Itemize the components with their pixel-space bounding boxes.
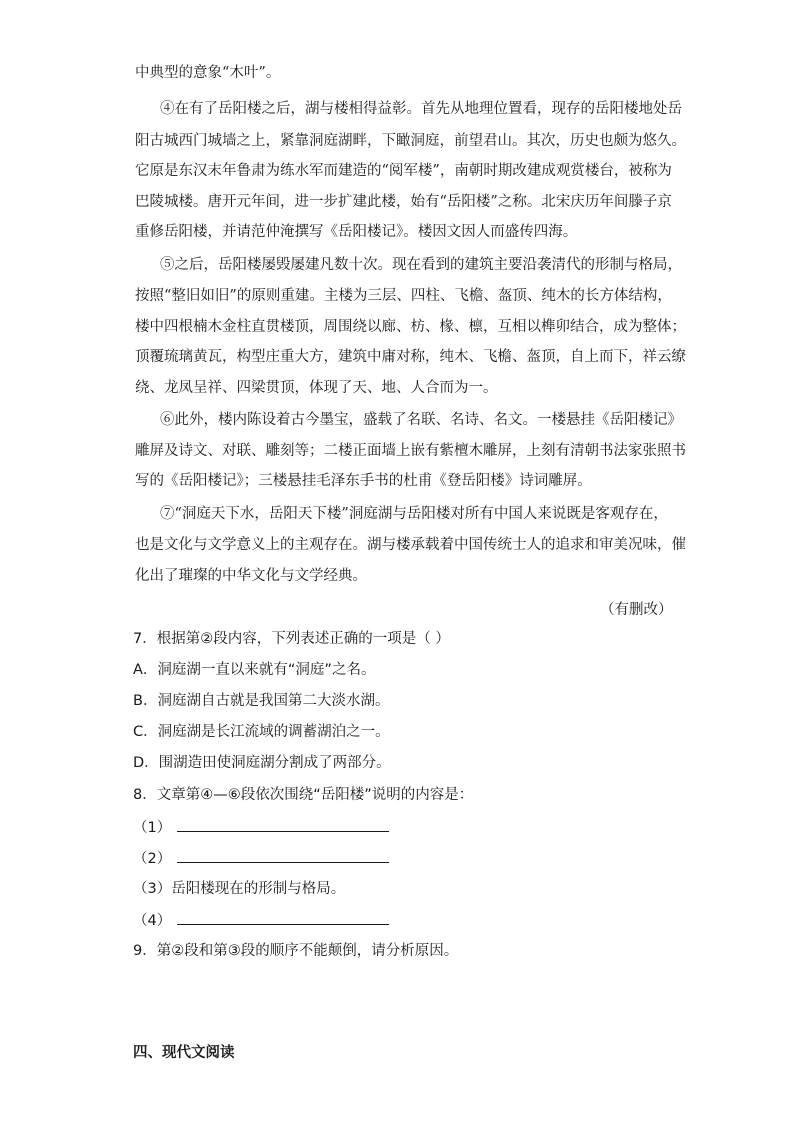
question-7-option-a: A．洞庭湖一直以来就有“洞庭”之名。 — [133, 662, 376, 678]
passage-line: 它原是东汉末年鲁肃为练水军而建造的“阅军楼”，南朝时期改建成观赏楼台，被称为 — [135, 163, 672, 179]
passage-paragraph-4-line: ④在有了岳阳楼之后，湖与楼相得益彰。首先从地理位置看，现存的岳阳楼地处岳 — [160, 101, 682, 117]
answer-blank[interactable] — [177, 910, 389, 925]
passage-line: 绕、龙凤呈祥、四梁贯顶，体现了天、地、人合而为一。 — [135, 380, 498, 396]
passage-paragraph-6-line: ⑥此外，楼内陈设着古今墨宝，盛载了名联、名诗、名文。一楼悬挂《岳阳楼记》 — [160, 412, 682, 428]
passage-line: 化出了璀璨的中华文化与文学经典。 — [135, 568, 367, 584]
question-8-item-1 — [133, 817, 389, 838]
question-8-item-3: （3）岳阳楼现在的形制与格局。 — [133, 881, 346, 897]
question-8-item-2 — [133, 848, 389, 869]
item-number: （4） — [133, 913, 172, 929]
item-number: （2） — [133, 851, 172, 867]
question-7-option-c: C．洞庭湖是长江流域的调蓄湖泊之一。 — [133, 724, 390, 740]
passage-line: 中典型的意象“木叶”。 — [135, 65, 281, 81]
passage-line: 顶覆琉璃黄瓦，构型庄重大方，建筑中庸对称，纯木、飞檐、盔顶，自上而下，祥云缭 — [135, 349, 686, 365]
question-9-stem: 9．第②段和第③段的顺序不能颠倒，请分析原因。 — [133, 943, 459, 959]
passage-line: 雕屏及诗文、对联、雕刻等；二楼正面墙上嵌有紫檀木雕屏，上刻有清朝书法家张照书 — [135, 443, 686, 459]
question-8-item-4 — [133, 910, 389, 931]
answer-blank[interactable] — [177, 817, 389, 832]
section-title: 四、现代文阅读 — [133, 1045, 235, 1061]
question-7-option-d: D．围湖造田使洞庭湖分割成了两部分。 — [133, 755, 391, 771]
passage-paragraph-5-line: ⑤之后，岳阳楼屡毁屡建凡数十次。现在看到的建筑主要沿袭清代的形制与格局， — [160, 257, 682, 273]
passage-line: 楼中四根楠木金柱直贯楼顶，周围绕以廊、枋、椽、檩，互相以榫卯结合，成为整体； — [135, 319, 686, 335]
question-7-option-b: B．洞庭湖自古就是我国第二大淡水湖。 — [133, 693, 390, 709]
passage-paragraph-7-line: ⑦“洞庭天下水，岳阳天下楼”洞庭湖与岳阳楼对所有中国人来说既是客观存在， — [160, 506, 668, 522]
passage-line: 写的《岳阳楼记》；三楼悬挂毛泽东手书的杜甫《登岳阳楼》诗词雕屏。 — [135, 473, 592, 489]
answer-blank[interactable] — [177, 848, 389, 863]
question-7-stem: 7．根据第②段内容，下列表述正确的一项是（ ） — [133, 631, 450, 647]
source-note: （有删改） — [600, 602, 673, 618]
item-number: （1） — [133, 820, 172, 836]
passage-line: 重修岳阳楼，并请范仲淹撰写《岳阳楼记》。楼因文因人而盛传四海。 — [135, 224, 578, 240]
passage-line: 巴陵城楼。唐开元年间，进一步扩建此楼，始有“岳阳楼”之称。北宋庆历年间滕子京 — [135, 194, 672, 210]
question-8-stem: 8．文章第④—⑥段依次围绕“岳阳楼”说明的内容是： — [133, 787, 474, 803]
passage-line: 按照“整旧如旧”的原则重建。主楼为三层、四柱、飞檐、盔顶、纯木的长方体结构， — [135, 288, 672, 304]
passage-line: 阳古城西门城墙之上，紧靠洞庭湖畔，下瞰洞庭，前望君山。其次，历史也颇为悠久。 — [135, 133, 686, 149]
passage-line: 也是文化与文学意义上的主观存在。湖与楼承载着中国传统士人的追求和审美况味，催 — [135, 537, 686, 553]
